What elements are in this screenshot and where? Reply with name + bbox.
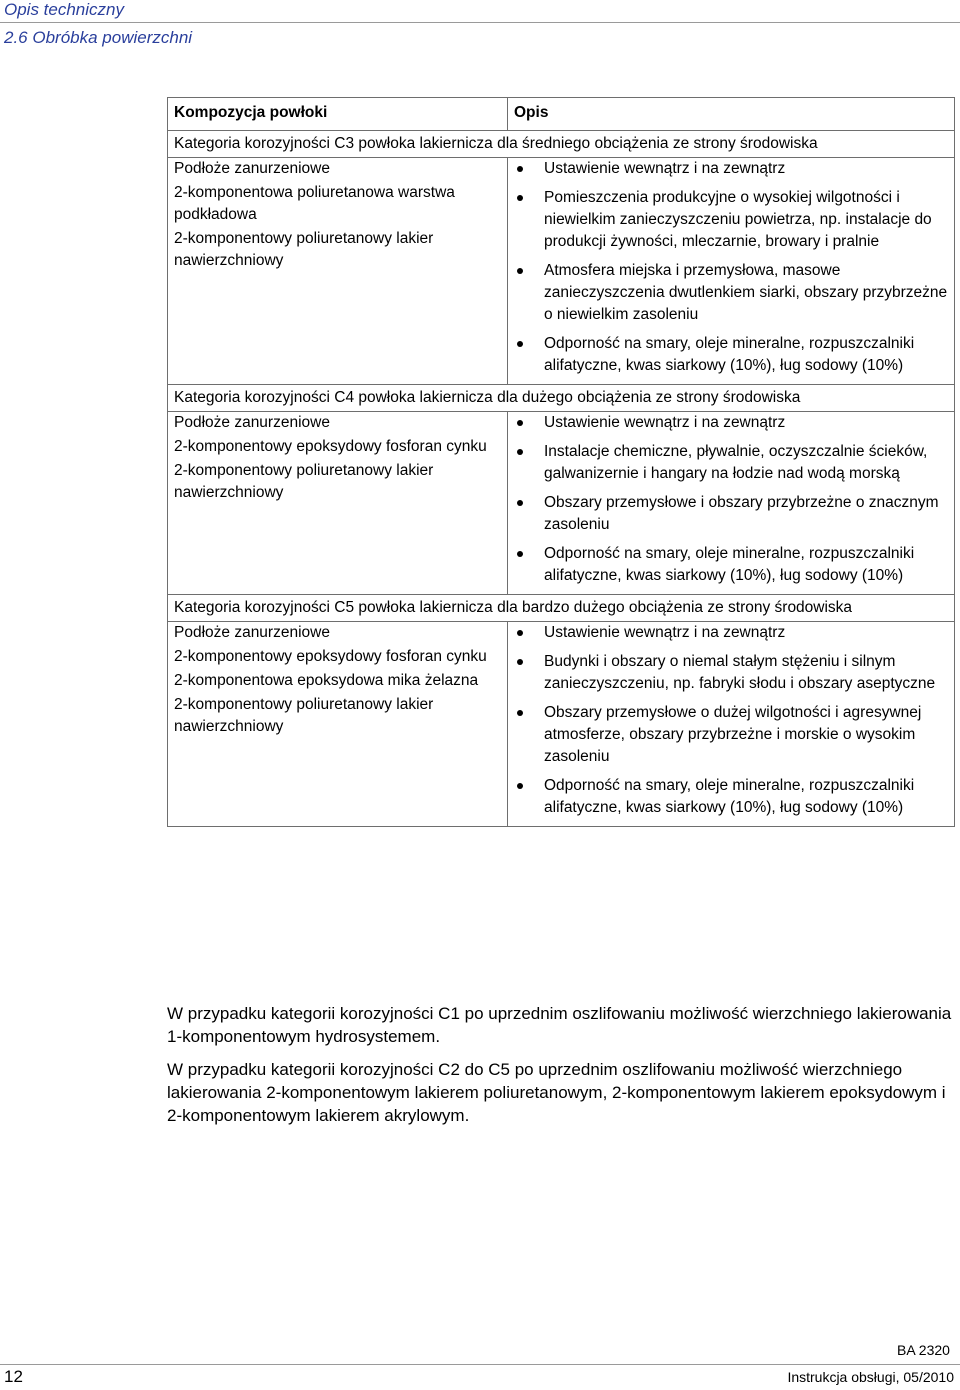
composition-cell	[168, 622, 508, 827]
bullet-icon	[517, 420, 523, 426]
document-title: Opis techniczny	[4, 0, 124, 19]
composition-item: 2-komponentowa epoksydowa mika żelazna	[174, 672, 479, 689]
paragraph-c2-c5-note: W przypadku kategorii korozyjności C2 do C5 po uprzednim oszlifowaniu możliwość wierzchniego lakierowania 2-komponentowym lakierem poliuretanowym, 2-komponentowym lakierem epoksydowym i 2-komponentowym lakierem akrylowym.	[167, 1060, 946, 1125]
composition-item: Podłoże zanurzeniowe	[174, 160, 330, 177]
description-cell	[508, 158, 955, 385]
list-item	[514, 651, 948, 695]
footer-rule	[0, 1364, 960, 1365]
bullet-icon	[517, 166, 523, 172]
coating-table	[167, 97, 955, 827]
paragraph-c1-note: W przypadku kategorii korozyjności C1 po uprzednim oszlifowaniu możliwość wierzchniego lakierowania 1-komponentowym hydrosystemem.	[167, 1004, 952, 1046]
bullet-icon	[517, 630, 523, 636]
bullet-icon	[517, 710, 523, 716]
list-item	[514, 702, 948, 768]
table-header-row	[168, 98, 955, 131]
list-item	[514, 622, 948, 644]
page-number: 12	[4, 1367, 23, 1386]
list-item	[514, 441, 948, 485]
list-item	[514, 412, 948, 434]
list-item-text: Odporność na smary, oleje mineralne, rozpuszczalniki alifatyczne, kwas siarkowy (10%), ług sodowy (10%)	[544, 335, 915, 374]
col-header-composition: Kompozycja powłoki	[168, 98, 508, 131]
composition-cell	[168, 158, 508, 385]
list-item	[514, 492, 948, 536]
list-item-text: Instalacje chemiczne, pływalnie, oczyszczalnie ścieków, galwanizernie i hangary na łodzie nad wodą morską	[544, 443, 928, 482]
table-row	[168, 622, 955, 827]
list-item-text: Ustawienie wewnątrz i na zewnątrz	[544, 414, 786, 431]
bullet-icon	[517, 659, 523, 665]
footer-document-info: Instrukcja obsługi, 05/2010	[787, 1369, 954, 1385]
list-item-text: Pomieszczenia produkcyjne o wysokiej wilgotności i niewielkim zanieczyszczeniu powietrza, np. instalacje do produkcji żywności, mleczarnie, browary i pralnie	[544, 189, 932, 250]
list-item	[514, 187, 948, 253]
list-item-text: Odporność na smary, oleje mineralne, rozpuszczalniki alifatyczne, kwas siarkowy (10%), ług sodowy (10%)	[544, 545, 915, 584]
list-item-text: Atmosfera miejska i przemysłowa, masowe zanieczyszczenia dwutlenkiem siarki, obszary przybrzeżne o niewielkim zasoleniu	[544, 262, 948, 323]
composition-item: 2-komponentowy poliuretanowy lakier nawierzchniowy	[174, 230, 434, 269]
composition-item: 2-komponentowy epoksydowy fosforan cynku	[174, 648, 487, 665]
composition-item: Podłoże zanurzeniowe	[174, 414, 330, 431]
section-title: 2.6 Obróbka powierzchni	[4, 28, 193, 47]
col-header-description: Opis	[508, 98, 955, 131]
composition-item: Podłoże zanurzeniowe	[174, 624, 330, 641]
bullet-icon	[517, 449, 523, 455]
composition-cell	[168, 412, 508, 595]
composition-item: 2-komponentowy poliuretanowy lakier nawierzchniowy	[174, 462, 434, 501]
list-item	[514, 333, 948, 377]
description-cell	[508, 412, 955, 595]
description-cell	[508, 622, 955, 827]
table-row	[168, 412, 955, 595]
composition-item: 2-komponentowy epoksydowy fosforan cynku	[174, 438, 487, 455]
list-item-text: Ustawienie wewnątrz i na zewnątrz	[544, 624, 786, 641]
bullet-icon	[517, 268, 523, 274]
category-row-c4	[168, 385, 955, 412]
list-item	[514, 543, 948, 587]
description-list	[514, 158, 948, 377]
table-row	[168, 158, 955, 385]
composition-item: 2-komponentowy poliuretanowy lakier nawierzchniowy	[174, 696, 434, 735]
list-item-text: Obszary przemysłowe o dużej wilgotności i agresywnej atmosferze, obszary przybrzeżne i morskie o wysokim zasoleniu	[544, 704, 922, 765]
bullet-icon	[517, 783, 523, 789]
footer-code: BA 2320	[897, 1342, 950, 1358]
category-label: Kategoria korozyjności C5 powłoka lakiernicza dla bardzo dużego obciążenia ze strony środowiska	[168, 595, 955, 622]
list-item	[514, 158, 948, 180]
bullet-icon	[517, 500, 523, 506]
description-list	[514, 412, 948, 587]
bullet-icon	[517, 551, 523, 557]
header-rule	[0, 22, 960, 23]
list-item	[514, 775, 948, 819]
list-item-text: Budynki i obszary o niemal stałym stężeniu i silnym zanieczyszczeniu, np. fabryki słodu i obszary aseptyczne	[544, 653, 936, 692]
category-row-c3	[168, 131, 955, 158]
list-item-text: Obszary przemysłowe i obszary przybrzeżne o znacznym zasoleniu	[544, 494, 939, 533]
list-item-text: Odporność na smary, oleje mineralne, rozpuszczalniki alifatyczne, kwas siarkowy (10%), ług sodowy (10%)	[544, 777, 915, 816]
bullet-icon	[517, 341, 523, 347]
category-label: Kategoria korozyjności C3 powłoka lakiernicza dla średniego obciążenia ze strony środowiska	[168, 131, 955, 158]
category-row-c5	[168, 595, 955, 622]
bullet-icon	[517, 195, 523, 201]
category-label: Kategoria korozyjności C4 powłoka lakiernicza dla dużego obciążenia ze strony środowiska	[168, 385, 955, 412]
composition-item: 2-komponentowa poliuretanowa warstwa podkładowa	[174, 184, 455, 223]
list-item	[514, 260, 948, 326]
list-item-text: Ustawienie wewnątrz i na zewnątrz	[544, 160, 786, 177]
description-list	[514, 622, 948, 819]
